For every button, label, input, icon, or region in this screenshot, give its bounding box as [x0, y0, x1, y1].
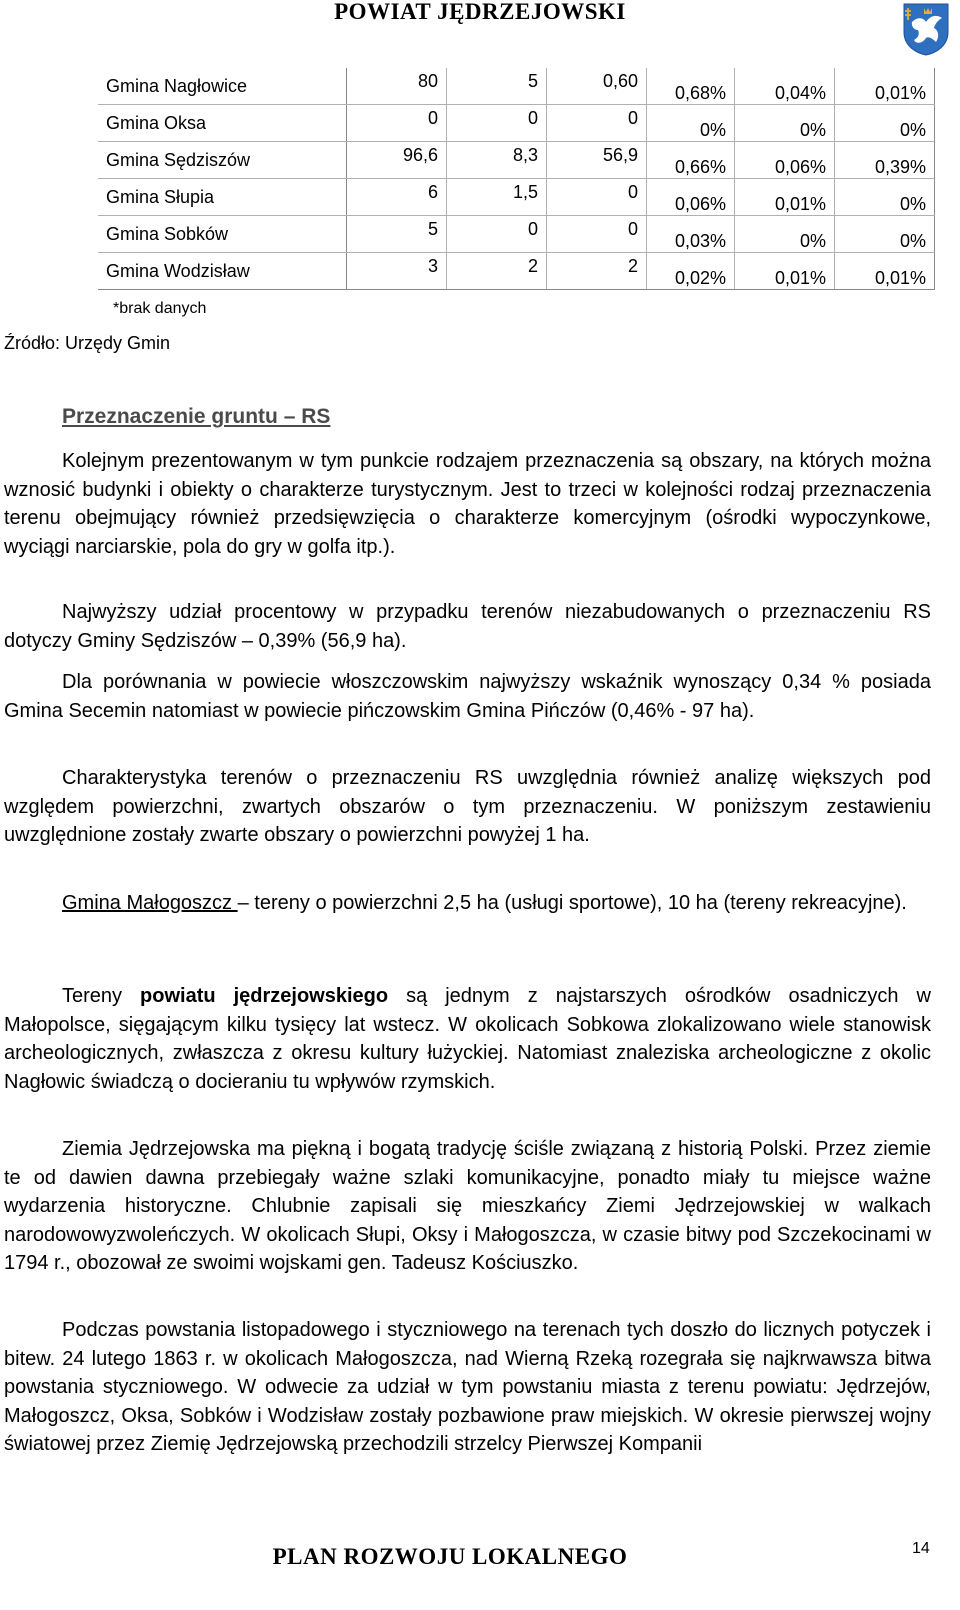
table-row [98, 179, 935, 216]
percent-cell: 0,39% [835, 142, 935, 179]
gmina-name-cell: Gmina Sobków [98, 216, 347, 253]
paragraph: Ziemia Jędrzejowska ma piękną i bogatą tradycję ściśle związaną z historią Polski. Przez ziemie te od dawien dawna przebiegały ważne szlaki komunikacyjne, ponadto miały tu miejsce ważne wydarzenia historyczne. Chlubnie zapisali się mieszkańcy Ziemi Jędrzejowskiej w walkach narodowowyzwoleńczych. W okolicach Słupi, Oksy i Małogoszcza, w czasie bitwy pod Szczekocinami w 1794 r., obozował ze swoimi wojskami gen. Tadeusz Kościuszko. [4, 1138, 931, 1274]
paragraph: Charakterystyka terenów o przeznaczeniu RS uwzględnia również analizę większych pod względem powierzchni, zwartych obszarów o tym przeznaczeniu. W poniższym zestawieniu uwzględnione zostały zwarte obszary o powierzchni powyżej 1 ha. [4, 767, 931, 846]
table-row [98, 68, 935, 105]
percent-cell: 0% [735, 216, 835, 253]
value-cell: 1,5 [447, 179, 547, 216]
value-cell: 56,9 [547, 142, 647, 179]
value-cell: 0 [547, 216, 647, 253]
paragraph: Najwyższy udział procentowy w przypadku terenów niezabudowanych o przeznaczeniu RS dotyczy Gminy Sędziszów – 0,39% (56,9 ha). [4, 601, 931, 652]
coat-of-arms-icon [902, 2, 950, 56]
percent-cell: 0% [735, 105, 835, 142]
value-cell: 6 [347, 179, 447, 216]
value-cell: 0 [447, 216, 547, 253]
gmina-name-cell: Gmina Nagłowice [98, 68, 347, 105]
percent-cell: 0,01% [735, 179, 835, 216]
value-cell: 2 [547, 253, 647, 290]
value-cell: 80 [347, 68, 447, 105]
value-cell: 3 [347, 253, 447, 290]
page-number: 14 [912, 1540, 930, 1557]
gmina-name-cell: Gmina Słupia [98, 179, 347, 216]
value-cell: 0 [447, 105, 547, 142]
paragraph: Dla porównania w powiecie włoszczowskim najwyższy wskaźnik wynoszący 0,34 % posiada Gmina Secemin natomiast w powiecie pińczowskim Gmina Pińczów (0,46% - 97 ha). [4, 671, 931, 722]
paragraph: Podczas powstania listopadowego i styczniowego na terenach tych doszło do licznych potyczek i bitew. 24 lutego 1863 r. w okolicach Małogoszcza, nad Wierną Rzeką rozegrała się najkrwawsza bitwa powstania styczniowego. W odwecie za udział w tym powstaniu miasta z terenu powiatu: Jędrzejów, Małogoszcz, Oksa, Sobków i Wodzisław zostały pozbawione praw miejskich. W okresie pierwszej wojny światowej przez Ziemię Jędrzejowską przechodzili strzelcy Pierwszej Kompanii [4, 1319, 931, 1455]
document-header-title: POWIAT JĘDRZEJOWSKI [334, 0, 626, 24]
land-use-table [98, 68, 935, 290]
value-cell: 8,3 [447, 142, 547, 179]
table-row [98, 253, 935, 290]
gmina-name-cell: Gmina Sędziszów [98, 142, 347, 179]
table-source: Źródło: Urzędy Gmin [4, 333, 171, 353]
table-footnote: *brak danych [113, 300, 207, 317]
table-row [98, 216, 935, 253]
gmina-name-cell: Gmina Wodzisław [98, 253, 347, 290]
value-cell: 0,60 [547, 68, 647, 105]
value-cell: 96,6 [347, 142, 447, 179]
percent-cell: 0% [835, 179, 935, 216]
percent-cell: 0,68% [647, 68, 735, 105]
value-cell: 5 [347, 216, 447, 253]
bold-text: powiatu jędrzejowskiego [140, 985, 389, 1007]
percent-cell: 0,03% [647, 216, 735, 253]
percent-cell: 0% [647, 105, 735, 142]
gmina-link-text: Gmina Małogoszcz [62, 892, 238, 914]
percent-cell: 0,04% [735, 68, 835, 105]
gmina-name-cell: Gmina Oksa [98, 105, 347, 142]
paragraph-text: – tereny o powierzchni 2,5 ha (usługi sportowe), 10 ha (tereny rekreacyjne). [237, 892, 907, 914]
percent-cell: 0,06% [735, 142, 835, 179]
paragraph [4, 889, 931, 918]
document-footer-title: PLAN ROZWOJU LOKALNEGO [272, 1544, 628, 1569]
percent-cell: 0,66% [647, 142, 735, 179]
paragraph-text: są jednym z najstarszych ośrodków osadniczych w Małopolsce, sięgającym kilku tysięcy lat wstecz. W okolicach Sobkowa zlokalizowano wiele stanowisk archeologicznych, zwłaszcza z okresu kultury łużyckiej. Natomiast znaleziska archeologiczne z okolic Nagłowic świadczą o docieraniu tu wpływów rzymskich. [4, 985, 931, 1093]
value-cell: 5 [447, 68, 547, 105]
table-row [98, 142, 935, 179]
section-heading: Przeznaczenie gruntu – RS [62, 405, 331, 428]
percent-cell: 0,06% [647, 179, 735, 216]
percent-cell: 0% [835, 216, 935, 253]
percent-cell: 0% [835, 105, 935, 142]
value-cell: 2 [447, 253, 547, 290]
percent-cell: 0,01% [735, 253, 835, 290]
value-cell: 0 [347, 105, 447, 142]
value-cell: 0 [547, 105, 647, 142]
paragraph [4, 982, 931, 1096]
value-cell: 0 [547, 179, 647, 216]
paragraph-text: Tereny [62, 985, 141, 1007]
table-row [98, 105, 935, 142]
percent-cell: 0,02% [647, 253, 735, 290]
percent-cell: 0,01% [835, 253, 935, 290]
percent-cell: 0,01% [835, 68, 935, 105]
paragraph: Kolejnym prezentowanym w tym punkcie rodzajem przeznaczenia są obszary, na których można wznosić budynki i obiekty o charakterze turystycznym. Jest to trzeci w kolejności rodzaj przeznaczenia terenu obejmujący również przedsięwzięcia o charakterze komercyjnym (ośrodki wypoczynkowe, wyciągi narciarskie, pola do gry w golfa itp.). [4, 450, 931, 558]
